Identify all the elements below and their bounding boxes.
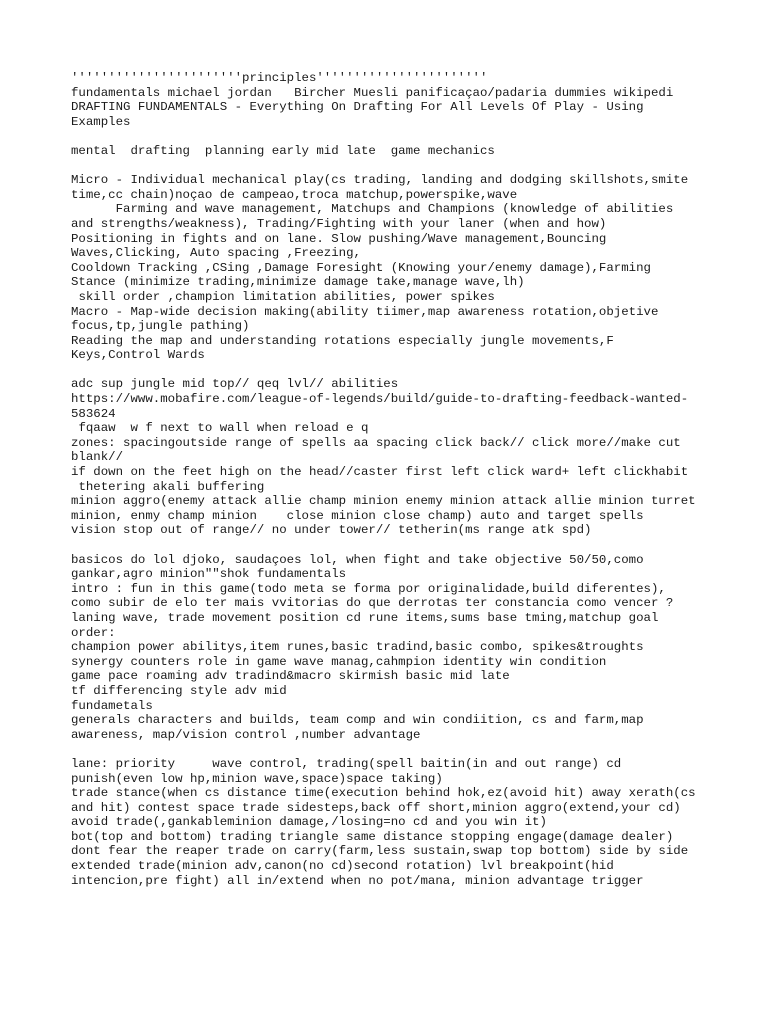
text-paragraph: vision stop out of range// no under tower// tetherin(ms range atk spd) — [71, 523, 592, 538]
text-paragraph: '''''''''''''''''''''''principles''''''''''''''''''''''' — [71, 71, 488, 85]
text-paragraph: generals characters and builds, team comp and win condiition, cs and farm,map awareness, map/vision control ,number advantage — [71, 713, 651, 742]
text-paragraph: Farming and wave management, Matchups and Champions (knowledge of abilities and strengths/weakness), Trading/Fighting with your laner (when and how) — [71, 202, 681, 231]
text-paragraph: minion aggro(enemy attack allie champ minion enemy minion attack allie minion turret minion, enmy champ minion close minion close champ) auto and target spells — [71, 494, 704, 523]
text-paragraph: laning wave, trade movement position cd rune items,sums base tming,matchup goal order: — [71, 610, 666, 640]
text-paragraph: bot(top and bottom) trading triangle same distance stopping engage(damage dealer) — [71, 829, 674, 844]
text-paragraph: champion power abilitys,item runes,basic tradind,basic combo, spikes&troughts — [71, 640, 644, 655]
text-paragraph: Positioning in fights and on lane. Slow pushing/Wave management,Bouncing Waves,Clicking, Auto spacing ,Freezing, — [71, 231, 614, 261]
text-paragraph: zones: spacingoutside range of spells aa spacing click back// click more//make cut blank// — [71, 435, 689, 465]
text-paragraph: trade stance(when cs distance time(execution behind hok,ez(avoid hit) away xerath(cs and hit) contest space trade sidesteps,back off short,minion aggro(extend,your cd) — [71, 786, 704, 815]
blank-line — [71, 129, 701, 144]
text-paragraph: como subir de elo ter mais vvitorias do que derrotas ter constancia como vencer ? — [71, 596, 674, 611]
blank-line — [71, 159, 701, 174]
text-paragraph: Micro - Individual mechanical play(cs trading, landing and dodging skillshots,smite time,cc chain)noçao de campeao,troca matchup,powerspike,wave — [71, 173, 696, 202]
text-paragraph: synergy counters role in game wave manag,cahmpion identity win condition — [71, 654, 607, 669]
text-paragraph: Reading the map and understanding rotations especially jungle movements,F Keys,Control Wards — [71, 333, 622, 363]
text-paragraph: adc sup jungle mid top// qeq lvl// abilities — [71, 377, 399, 392]
text-paragraph: thetering akali buffering — [71, 479, 265, 494]
text-paragraph: fundametals — [71, 698, 153, 713]
text-paragraph: Macro - Map-wide decision making(ability tiimer,map awareness rotation,objetive focus,tp,jungle pathing) — [71, 304, 666, 334]
text-paragraph: dont fear the reaper trade on carry(farm,less sustain,swap top bottom) side by side — [71, 844, 689, 859]
text-paragraph: mental drafting planning early mid late game mechanics — [71, 143, 495, 158]
text-paragraph: tf differencing style adv mid — [71, 683, 287, 698]
text-paragraph: game pace roaming adv tradind&macro skirmish basic mid late — [71, 669, 510, 684]
text-paragraph: basicos do lol djoko, saudaçoes lol, when fight and take objective 50/50,como gankar,agro minion""shok fundamentals — [71, 552, 651, 582]
blank-line — [71, 363, 701, 378]
text-paragraph: Cooldown Tracking ,CSing ,Damage Foresight (Knowing your/enemy damage),Farming Stance (minimize trading,minimize damage take,manage wave,lh) — [71, 260, 659, 290]
text-paragraph: fqaaw w f next to wall when reload e q — [71, 421, 369, 436]
text-paragraph: avoid trade(,gankableminion damage,/losing=no cd and you win it) — [71, 815, 547, 830]
text-paragraph: https://www.mobafire.com/league-of-legends/build/guide-to-drafting-feedback-wanted-583624 — [71, 392, 689, 421]
blank-line — [71, 538, 701, 553]
text-paragraph: extended trade(minion adv,canon(no cd)second rotation) lvl breakpoint(hid intencion,pre fight) all in/extend when no pot/mana, minion advantage trigger — [71, 859, 644, 888]
text-paragraph: skill order ,champion limitation abilities, power spikes — [71, 289, 495, 304]
text-paragraph: lane: priority wave control, trading(spell baitin(in and out range) cd punish(even low hp,minion wave,space)space taking) — [71, 756, 629, 786]
text-paragraph: if down on the feet high on the head//caster first left click ward+ left clickhabit — [71, 465, 689, 480]
text-paragraph: DRAFTING FUNDAMENTALS - Everything On Drafting For All Levels Of Play - Using Examples — [71, 100, 651, 129]
blank-line — [71, 742, 701, 757]
text-paragraph: fundamentals michael jordan Bircher Muesli panificaçao/padaria dummies wikipedi — [71, 85, 674, 100]
document-page — [71, 71, 704, 888]
text-paragraph: intro : fun in this game(todo meta se forma por originalidade,build diferentes), — [71, 581, 666, 596]
